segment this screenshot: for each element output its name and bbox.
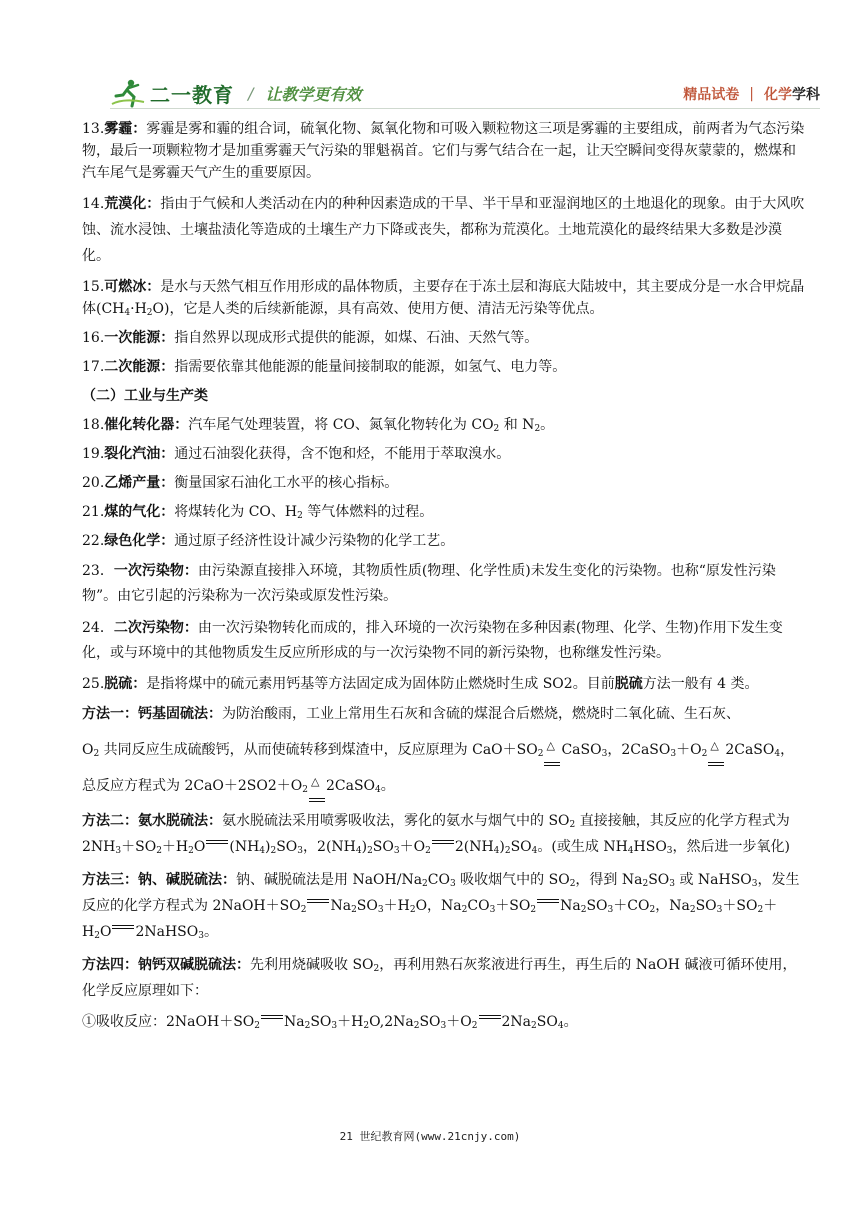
brand-slogan: 让教学更有效	[265, 84, 362, 104]
term: 煤的气化	[104, 504, 161, 520]
term: 脱硫	[104, 676, 133, 692]
term: 可燃冰	[104, 279, 147, 295]
reaction-absorb: ①吸收反应：$2NaOH+SO_2$ $Na_2SO_3+H_2O,2Na_2SO_3+O_2$ $2Na_2SO_4$。	[82, 1014, 578, 1031]
page-header	[110, 72, 820, 112]
header-label-quality: 精品试卷	[683, 87, 740, 103]
term: 裂化汽油	[104, 446, 161, 462]
term: 绿色化学	[104, 533, 161, 549]
page-footer: 21 世纪教育网(www.21cnjy.com)	[339, 1130, 521, 1143]
equals-sign	[478, 1013, 502, 1023]
item-18: 18.催化转化器：汽车尾气处理装置，将 CO、氮氧化物转化为 $CO_2$ 和 $N_2$。	[82, 417, 555, 434]
header-separator: |	[749, 86, 754, 102]
brand-logo	[110, 78, 361, 108]
method-label: 方法四：钠钙双碱脱硫法：	[82, 957, 250, 973]
item-25: 25.脱硫：是指将煤中的硫元素用钙基等方法固定成为固体防止燃烧时生成 SO2。目前脱硫方法一般有 4 类。	[82, 676, 759, 692]
header-label-subject: 学科	[792, 87, 820, 103]
document-body	[82, 118, 806, 1033]
item-20: 20.乙烯产量：衡量国家石油化工水平的核心指标。	[82, 475, 399, 491]
item-24: 24．二次污染物：由一次污染物转化而成的，排入环境的一次污染物在多种因素(物理、化学、生物)作用下发生变化，或与环境中的其他物质发生反应所形成的与一次污染物不同的新污染物，也称继发性污染。	[82, 620, 783, 661]
item-14: 14.荒漠化：指由于气候和人类活动在内的种种因素造成的干旱、半干旱和亚湿润地区的土地退化的现象。由于大风吹蚀、流水浸蚀、土壤盐渍化等造成的土壤生产力下降或丧失，都称为荒漠化。土地荒漠化的最终结果大多数是沙漠化。	[82, 196, 805, 264]
method-label: 方法二：氨水脱硫法：	[82, 813, 222, 829]
method-label: 方法一：钙基固硫法：	[82, 706, 222, 722]
item-13: 13.雾霾：雾霾是雾和霾的组合词，硫氧化物、氮氧化物和可吸入颗粒物这三项是雾霾的主要组成，前两者为气态污染物，最后一项颗粒物才是加重雾霾天气污染的罪魁祸首。它们与雾气结合在一起，让天空瞬间变得灰蒙蒙的，燃煤和汽车尾气是雾霾天气产生的重要原因。	[82, 121, 805, 181]
term: 乙烯产量	[104, 475, 161, 491]
header-divider	[110, 108, 820, 109]
runner-icon	[110, 78, 146, 108]
method-label: 方法三：钠、碱脱硫法：	[82, 872, 236, 888]
equals-sign	[536, 897, 560, 907]
term: 一次能源	[104, 330, 161, 346]
term: 荒漠化	[104, 196, 147, 212]
item-16: 16.一次能源：指自然界以现成形式提供的能源，如煤、石油、天然气等。	[82, 330, 539, 346]
equals-sign	[306, 897, 330, 907]
term: 二次能源	[104, 359, 161, 375]
item-15: 15.可燃冰：是水与天然气相互作用形成的晶体物质，主要存在于冻土层和海底大陆坡中，其主要成分是一水合甲烷晶体$(CH_4\cdot H_2O)$，它是人类的后续新能源，具有高效、使用方便、清洁无污染等优点。	[82, 279, 805, 318]
equals-sign	[260, 1013, 284, 1023]
term: 二次污染物	[113, 620, 184, 636]
brand-separator: /	[248, 83, 254, 103]
item-22: 22.绿色化学：通过原子经济性设计减少污染物的化学工艺。	[82, 533, 455, 549]
equals-sign	[205, 838, 229, 848]
brand-name: 二一教育	[150, 82, 234, 107]
term: 催化转化器	[104, 417, 175, 433]
method-3: 方法三：钠、碱脱硫法：钠、碱脱硫法是用 NaOH/$Na_2CO_3$ 吸收烟气中的 $SO_2$，得到 $Na_2SO_3$ 或 NaHSO$_3$，发生反应的化学方程式为 $2NaOH+SO_2$ $Na_2SO_3+H_2O$，$Na_2CO_3+SO_2$ $Na_2SO_3+CO_2$，$Na_2SO_3+SO_2+H_2O$ 2NaHSO$_3$。	[82, 872, 800, 941]
item-23: 23．一次污染物：由污染源直接排入环境，其物质性质(物理、化学性质)未发生变化的污染物。也称“原发性污染物”。由它引起的污染称为一次污染或原发性污染。	[82, 563, 776, 604]
equals-sign	[431, 838, 455, 848]
header-label-chemistry: 化学	[764, 87, 792, 103]
method-2: 方法二：氨水脱硫法：氨水脱硫法采用喷雾吸收法，雾化的氨水与烟气中的 $SO_2$ 直接接触，其反应的化学方程式为 $2NH_3+SO_2+H_2O$ $(NH_4)_2SO_3$，$2(NH_4)_2SO_3+O_2$ $2(NH_4)_2SO_4$。(或生成 $NH_4HSO_3$，然后进一步氧化)	[82, 813, 790, 856]
header-subject	[683, 84, 820, 104]
term: 一次污染物	[113, 563, 184, 579]
item-19: 19.裂化汽油：通过石油裂化获得，含不饱和烃，不能用于萃取溴水。	[82, 446, 511, 462]
item-21: 21.煤的气化：将煤转化为 CO、$H_2$ 等气体燃料的过程。	[82, 504, 434, 521]
equals-sign	[111, 923, 135, 933]
term: 雾霾	[104, 121, 133, 137]
method-4: 方法四：钠钙双碱脱硫法：先利用烧碱吸收 $SO_2$，再利用熟石灰浆液进行再生，再生后的 NaOH 碱液可循环使用，化学反应原理如下：	[82, 957, 797, 999]
item-17: 17.二次能源：指需要依靠其他能源的能量间接制取的能源，如氢气、电力等。	[82, 359, 567, 375]
section-heading: （二）工业与生产类	[82, 388, 208, 404]
method-1: 方法一：钙基固硫法：为防治酸雨，工业上常用生石灰和含硫的煤混合后燃烧，燃烧时二氧化硫、生石灰、 $O_2$ 共同反应生成硫酸钙，从而使硫转移到煤渣中，反应原理为 $CaO+SO_2$ CaSO$_3$，$2CaSO_3+O_2$ 2CaSO$_4$， 总反应方程式为 $2CaO+2SO2+O_2$ 2CaSO$_4$。	[82, 706, 795, 795]
